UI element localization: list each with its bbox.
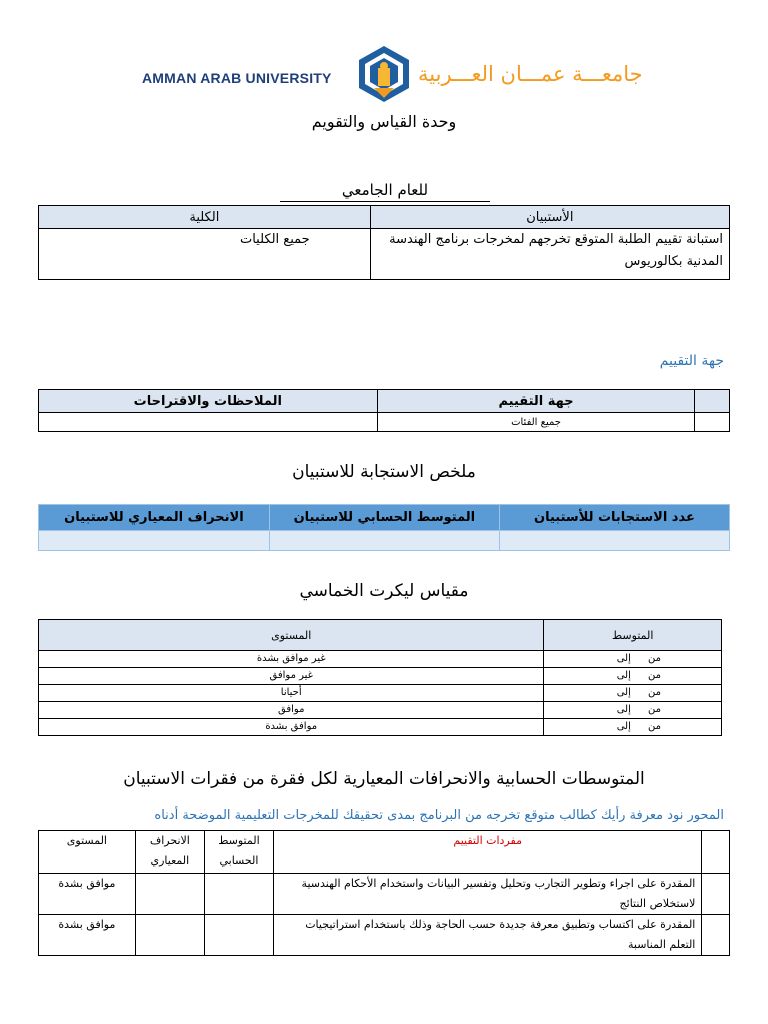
likert-level: موافق بشدة: [39, 719, 544, 736]
likert-row: [39, 702, 722, 719]
row-number-cell: [702, 874, 730, 915]
item-level-header: المستوى: [39, 831, 136, 874]
notes-cell: [39, 413, 378, 432]
table-row: [39, 874, 730, 915]
likert-level: غير موافق بشدة: [39, 651, 544, 668]
likert-table: [38, 619, 722, 736]
likert-range: من إلى: [544, 719, 722, 736]
survey-name-cell: استبانة تقييم الطلبة المتوقع تخرجهم لمخرجات برنامج الهندسة المدنية بكالوريوس: [370, 229, 729, 280]
likert-level: أحيانا: [39, 685, 544, 702]
eval-blank-header: [695, 390, 730, 413]
college-header: الكلية: [39, 206, 371, 229]
likert-range: من إلى: [544, 685, 722, 702]
item-level: موافق بشدة: [39, 915, 136, 956]
likert-level: موافق: [39, 702, 544, 719]
evaluation-party-header: جهة التقييم: [377, 390, 695, 413]
item-mean-header: المتوسط الحسابي: [204, 831, 273, 874]
likert-range: من إلى: [544, 651, 722, 668]
table-row: [39, 915, 730, 956]
university-name-arabic: جامعـــة عمـــان العـــربية: [418, 62, 643, 86]
item-mean: [204, 915, 273, 956]
likert-range: من إلى: [544, 702, 722, 719]
items-table: [38, 830, 730, 956]
likert-row: [39, 651, 722, 668]
likert-range: من إلى: [544, 668, 722, 685]
evaluation-table: [38, 389, 730, 432]
items-header: مفردات التقييم: [273, 831, 701, 874]
mean-cell: [269, 531, 499, 551]
row-number-header: [702, 831, 730, 874]
evaluation-heading: جهة التقييم: [659, 353, 724, 369]
likert-level: غير موافق: [39, 668, 544, 685]
notes-header: الملاحظات والاقتراحات: [39, 390, 378, 413]
item-mean: [204, 874, 273, 915]
item-sd-header: الانحراف المعياري: [135, 831, 204, 874]
university-name-english: AMMAN ARAB UNIVERSITY: [142, 70, 332, 86]
mean-header: المتوسط الحسابي للاستبيان: [269, 505, 499, 531]
item-level: موافق بشدة: [39, 874, 136, 915]
likert-mean-header: المتوسط: [544, 620, 722, 651]
unit-title: وحدة القياس والتقويم: [311, 112, 457, 131]
likert-row: [39, 685, 722, 702]
university-logo-icon: [356, 44, 412, 104]
likert-row: [39, 719, 722, 736]
likert-level-header: المستوى: [39, 620, 544, 651]
eval-blank-cell: [695, 413, 730, 432]
means-title: المتوسطات الحسابية والانحرافات المعيارية لكل فقرة من فقرات الاستبيان: [123, 769, 645, 789]
academic-year-line: للعام الجامعي: [280, 181, 490, 202]
item-sd: [135, 915, 204, 956]
responses-count-header: عدد الاستجابات للأستبيان: [499, 505, 729, 531]
summary-table: [38, 504, 730, 551]
survey-header: الأستبيان: [370, 206, 729, 229]
axis-description: المحور نود معرفة رأيك كطالب متوقع تخرجه من البرنامج بمدى تحقيقك للمخرجات التعليمية الموضحة أدناه: [154, 808, 724, 823]
responses-count-cell: [499, 531, 729, 551]
std-dev-header: الانحراف المعياري للاستبيان: [39, 505, 270, 531]
college-cell: جميع الكليات: [39, 229, 371, 280]
summary-title: ملخص الاستجابة للاستبيان: [292, 462, 476, 482]
evaluation-party-cell: جميع الفئات: [377, 413, 695, 432]
std-dev-cell: [39, 531, 270, 551]
item-text: المقدرة على اجراء وتطوير التجارب وتحليل وتفسير البيانات واستخدام الأحكام الهندسية لاستخلاص النتائج: [273, 874, 701, 915]
item-sd: [135, 874, 204, 915]
row-number-cell: [702, 915, 730, 956]
survey-info-table: [38, 205, 730, 280]
item-text: المقدرة على اكتساب وتطبيق معرفة جديدة حسب الحاجة وذلك باستخدام استراتيجيات التعلم المناسبة: [273, 915, 701, 956]
likert-row: [39, 668, 722, 685]
likert-title: مقياس ليكرت الخماسي: [299, 581, 469, 601]
